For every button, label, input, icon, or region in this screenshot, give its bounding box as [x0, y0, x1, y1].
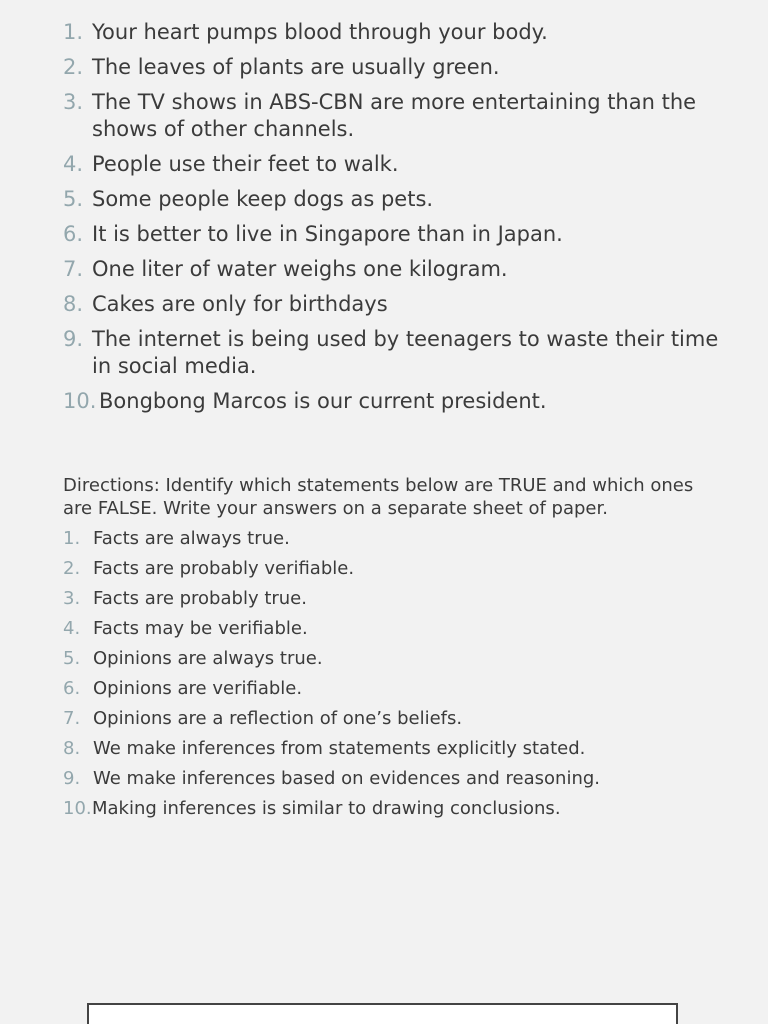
item-number: 1. [63, 528, 81, 549]
item-text: It is better to live in Singapore than in Japan. [92, 222, 563, 246]
item-text: Some people keep dogs as pets. [92, 187, 434, 211]
item-text: Cakes are only for birthdays [92, 292, 388, 316]
item-number: 7. [63, 708, 81, 729]
item-number: 2. [63, 558, 81, 579]
item-number: 7. [63, 257, 84, 281]
item-number: 5. [63, 187, 84, 211]
item-text: Opinions are verifiable. [93, 678, 303, 699]
item-number: 9. [63, 327, 84, 351]
list-item [0, 797, 768, 820]
list-item [0, 388, 768, 415]
list-item [0, 221, 768, 248]
item-number: 3. [63, 588, 81, 609]
list-item [0, 707, 768, 730]
item-number: 2. [63, 55, 84, 79]
item-text: Opinions are a reflection of one’s beliefs. [93, 708, 463, 729]
item-text: People use their feet to walk. [92, 152, 399, 176]
item-text: Your heart pumps blood through your body. [92, 20, 548, 44]
item-text: Bongbong Marcos is our current president. [99, 389, 547, 413]
statement-list-1 [0, 19, 768, 423]
item-text: We make inferences from statements explicitly stated. [93, 738, 586, 759]
item-number: 6. [63, 222, 84, 246]
statement-list-2 [0, 527, 768, 827]
list-item [0, 737, 768, 760]
item-text: The leaves of plants are usually green. [92, 55, 500, 79]
item-number: 9. [63, 768, 81, 789]
list-item [0, 647, 768, 670]
item-text: The TV shows in ABS-CBN are more entertaining than the shows of other channels. [92, 90, 697, 141]
item-number: 10. [63, 798, 92, 819]
item-number: 8. [63, 738, 81, 759]
list-item [0, 54, 768, 81]
list-item [0, 291, 768, 318]
item-number: 1. [63, 20, 84, 44]
list-item [0, 617, 768, 640]
item-text: Facts may be verifiable. [93, 618, 308, 639]
list-item [0, 186, 768, 213]
item-text: Facts are always true. [93, 528, 290, 549]
item-text: Facts are probably true. [93, 588, 307, 609]
list-item [0, 256, 768, 283]
item-text: We make inferences based on evidences and reasoning. [93, 768, 601, 789]
item-number: 6. [63, 678, 81, 699]
item-number: 5. [63, 648, 81, 669]
item-number: 8. [63, 292, 84, 316]
item-text: The internet is being used by teenagers to waste their time in social media. [92, 327, 719, 378]
list-item [0, 151, 768, 178]
list-item [0, 326, 768, 380]
list-item [0, 557, 768, 580]
item-text: Opinions are always true. [93, 648, 323, 669]
list-item [0, 587, 768, 610]
item-text: One liter of water weighs one kilogram. [92, 257, 508, 281]
item-number: 4. [63, 152, 84, 176]
embedded-frame-box [87, 1003, 678, 1024]
directions-text: Directions: Identify which statements below are TRUE and which ones are FALSE. Write your answers on a separate sheet of paper. [63, 475, 694, 519]
item-text: Facts are probably verifiable. [93, 558, 355, 579]
item-number: 3. [63, 90, 84, 114]
list-item [0, 677, 768, 700]
item-number: 4. [63, 618, 81, 639]
list-item [0, 527, 768, 550]
list-item [0, 89, 768, 143]
list-item [0, 767, 768, 790]
item-text: Making inferences is similar to drawing conclusions. [92, 798, 561, 819]
item-number: 10. [63, 389, 97, 413]
list-item [0, 19, 768, 46]
